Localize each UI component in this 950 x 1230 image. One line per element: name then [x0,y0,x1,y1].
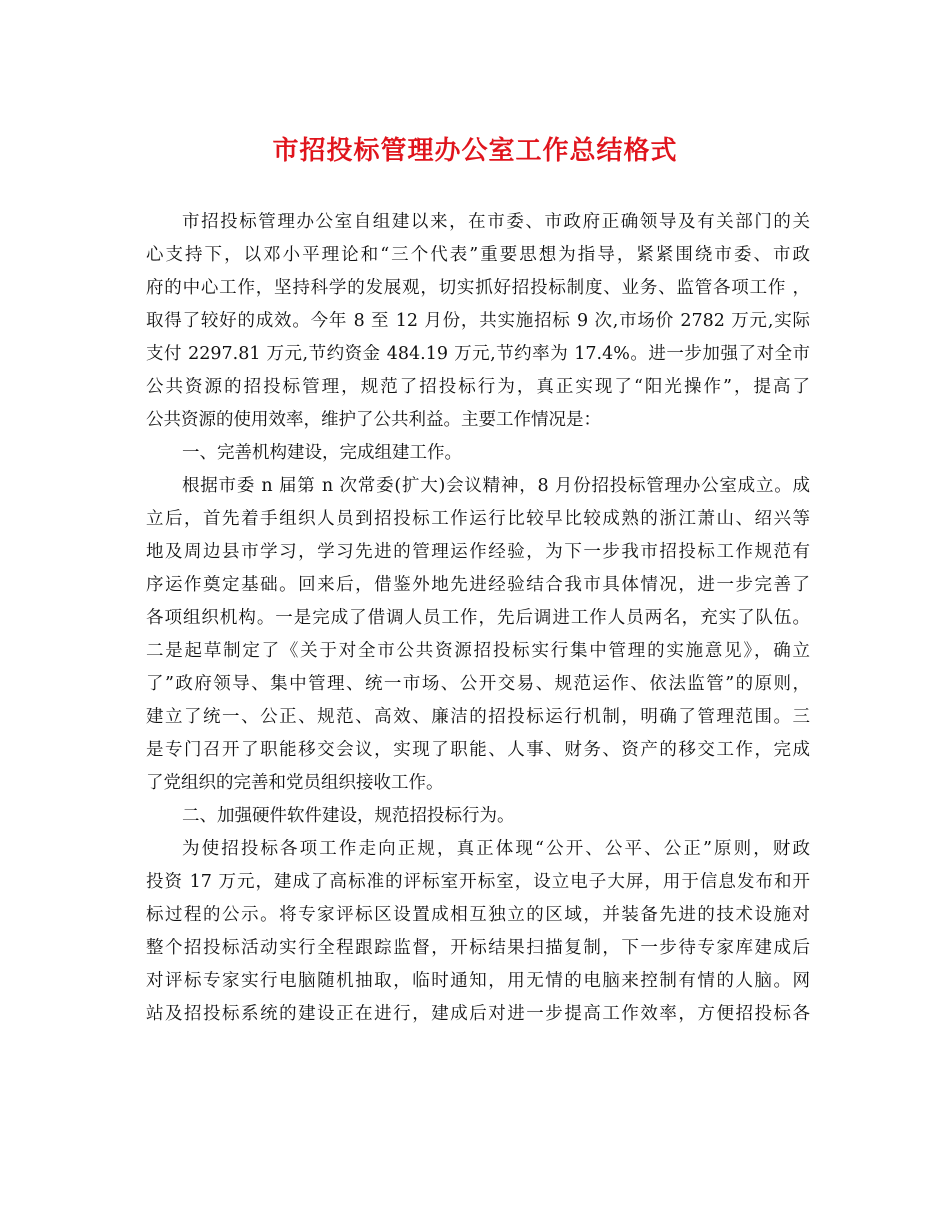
text-line: 整个招投标活动实行全程跟踪监督，开标结果扫描复制，下一步待专家库建成后 [146,938,810,958]
text-line: 市招投标管理办公室自组建以来，在市委、市政府正确领导及有关部门的关 [182,212,810,232]
text-line: 了党组织的完善和党员组织接收工作。 [146,773,444,793]
text-line: 公共资源的使用效率，维护了公共利益。主要工作情况是： [146,410,601,430]
text-line: 标过程的公示。将专家评标区设置成相互独立的区域，并装备先进的技术设施对 [146,905,810,925]
text-line: 立后，首先着手组织人员到招投标工作运行比较早比较成熟的浙江萧山、绍兴等 [146,509,810,529]
text-line: 建立了统一、公正、规范、高效、廉洁的招投标运行机制，明确了管理范围。三 [146,707,810,727]
text-line: 一、完善机构建设，完成组建工作。 [182,443,462,463]
document-body [146,206,810,1031]
text-line: 序运作奠定基础。回来后，借鉴外地先进经验结合我市具体情况，进一步完善了 [146,575,810,595]
text-line: 为使招投标各项工作走向正规，真正体现“公开、公平、公正”原则，财政 [182,839,810,859]
text-line: 站及招投标系统的建设正在进行，建成后对进一步提高工作效率，方便招投标各 [146,1004,810,1024]
text-line: 投资 17 万元，建成了高标准的评标室开标室，设立电子大屏，用于信息发布和开 [146,872,810,892]
text-line: 支付 2297.81 万元,节约资金 484.19 万元,节约率为 17.4%。进一步加强了对全市 [146,344,810,364]
text-line: 取得了较好的成效。今年 8 至 12 月份，共实施招标 9 次,市场价 2782 万元,实际 [146,311,810,331]
text-line: 心支持下，以邓小平理论和“三个代表”重要思想为指导，紧紧围绕市委、市政 [146,245,810,265]
text-line: 了”政府领导、集中管理、统一市场、公开交易、规范运作、依法监管”的原则， [146,674,810,694]
text-line: 府的中心工作，坚持科学的发展观，切实抓好招投标制度、业务、监管各项工作 ， [146,278,810,298]
text-line: 是专门召开了职能移交会议，实现了职能、人事、财务、资产的移交工作，完成 [146,740,810,760]
text-line: 各项组织机构。一是完成了借调人员工作，先后调进工作人员两名，充实了队伍。 [146,608,810,628]
text-line: 二、加强硬件软件建设，规范招投标行为。 [182,806,515,826]
document-title: 市招投标管理办公室工作总结格式 [272,136,678,166]
text-line: 公共资源的招投标管理，规范了招投标行为，真正实现了“阳光操作”，提高了 [146,377,810,397]
text-line: 二是起草制定了《关于对全市公共资源招投标实行集中管理的实施意见》，确立 [146,641,810,661]
text-line: 地及周边县市学习，学习先进的管理运作经验，为下一步我市招投标工作规范有 [146,542,810,562]
text-line: 根据市委 n 届第 n 次常委(扩大)会议精神，8 月份招投标管理办公室成立。成 [182,476,810,496]
text-line: 对评标专家实行电脑随机抽取，临时通知，用无情的电脑来控制有情的人脑。网 [146,971,810,991]
